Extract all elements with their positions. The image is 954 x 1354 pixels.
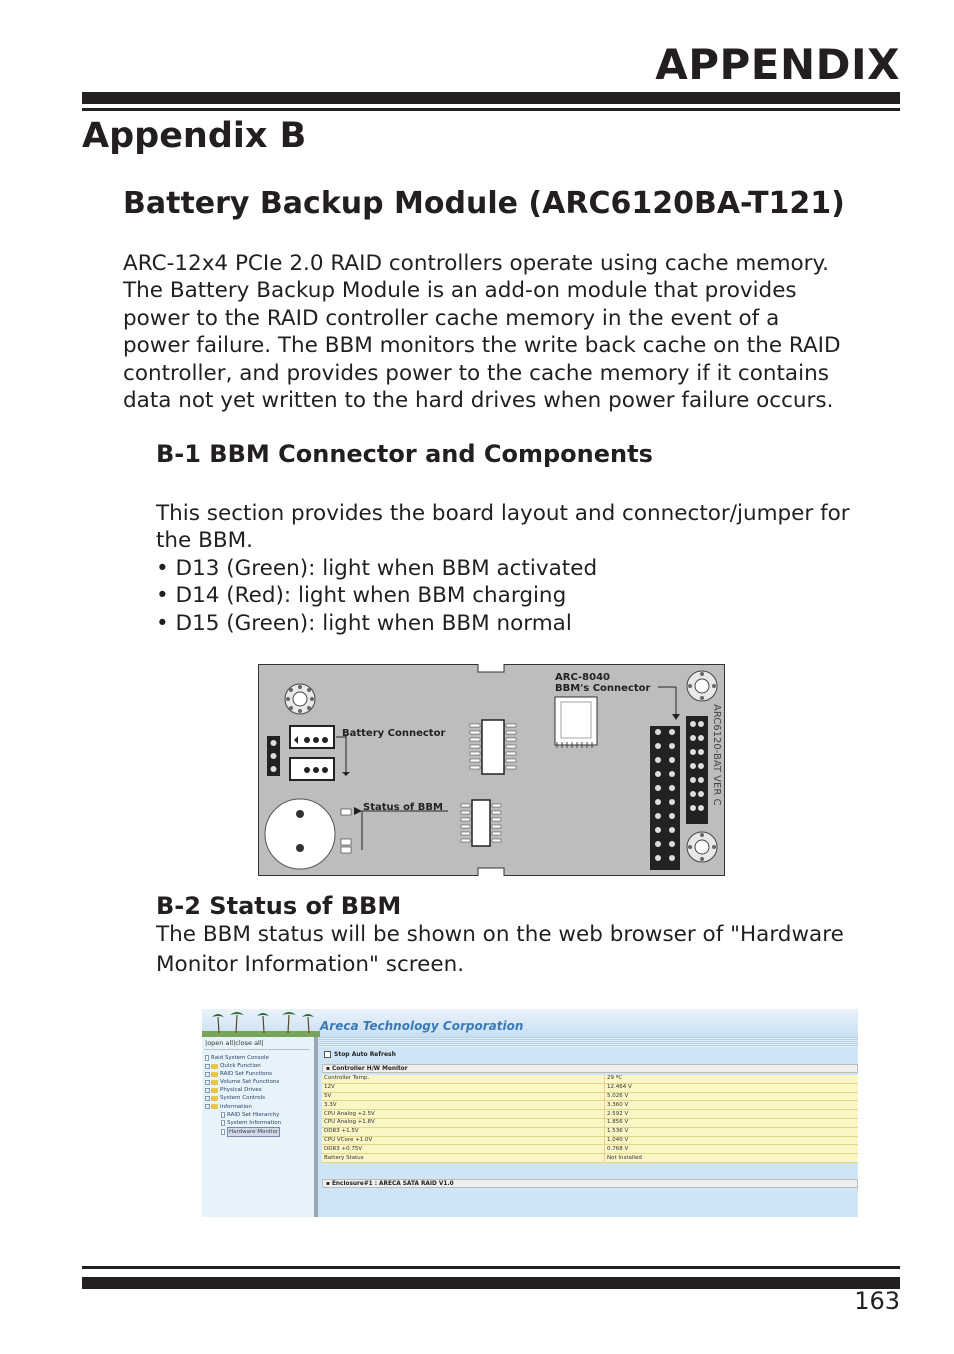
tree-subitem-raid-set-hierarchy[interactable]: RAID Set Hierarchy bbox=[205, 1111, 281, 1119]
row-label: 12V bbox=[322, 1083, 605, 1092]
row-label: 3.3V bbox=[322, 1101, 605, 1110]
b2-line: The BBM status will be shown on the web browser of "Hardware bbox=[156, 922, 844, 947]
b1-bullet: • D13 (Green): light when BBM activated bbox=[156, 555, 598, 581]
row-value: 29 ºC bbox=[605, 1075, 859, 1083]
row-value: 2.592 V bbox=[605, 1110, 859, 1119]
web-header-bar bbox=[202, 1009, 858, 1037]
row-value: 1.040 V bbox=[605, 1136, 859, 1145]
b2-heading: B-2 Status of BBM bbox=[156, 892, 402, 920]
section-title: Battery Backup Module (ARC6120BA-T121) bbox=[123, 186, 845, 221]
web-sidebar bbox=[202, 1037, 318, 1217]
status-of-bbm-label: Status of BBM bbox=[363, 802, 443, 813]
folder-open-icon bbox=[211, 1104, 218, 1109]
header-rule-thin bbox=[82, 108, 900, 111]
tree-subitem-hardware-monitor[interactable]: Hardware Monitor bbox=[205, 1127, 281, 1137]
table-row bbox=[322, 1118, 858, 1127]
expand-icon bbox=[205, 1064, 210, 1069]
header-rule-thick bbox=[82, 92, 900, 104]
table-row bbox=[322, 1101, 858, 1110]
bbm-board-diagram bbox=[258, 664, 725, 876]
collapse-icon bbox=[205, 1104, 210, 1109]
page-icon bbox=[221, 1120, 225, 1126]
open-close-all-links[interactable]: |open all|close all| bbox=[205, 1039, 264, 1047]
page-icon bbox=[221, 1129, 225, 1135]
table-row bbox=[322, 1145, 858, 1154]
table-row bbox=[322, 1092, 858, 1101]
tree-item-raid-set-functions[interactable]: RAID Set Functions bbox=[205, 1070, 281, 1078]
intro-line: power to the RAID controller cache memory in the event of a bbox=[123, 305, 780, 331]
intro-line: controller, and provides power to the cache memory if it contains bbox=[123, 360, 829, 386]
menu-tree bbox=[205, 1054, 281, 1137]
mounting-hole-icon bbox=[687, 671, 717, 701]
stripe-band bbox=[318, 1037, 858, 1047]
stop-auto-refresh-checkbox[interactable]: Stop Auto Refresh bbox=[324, 1051, 396, 1058]
tree-item-information[interactable]: Information bbox=[205, 1103, 281, 1111]
b2-body bbox=[156, 920, 916, 980]
b2-line: Monitor Information" screen. bbox=[156, 952, 465, 977]
b1-bullet: • D14 (Red): light when BBM charging bbox=[156, 583, 567, 609]
table-row bbox=[322, 1083, 858, 1092]
folder-icon bbox=[211, 1088, 218, 1093]
table-row bbox=[322, 1136, 858, 1145]
enclosure-header: ▪ Enclosure#1 : ARECA SATA RAID V1.0 bbox=[322, 1179, 858, 1188]
row-value: 0.768 V bbox=[605, 1145, 859, 1154]
table-row bbox=[322, 1110, 858, 1119]
expand-icon bbox=[205, 1088, 210, 1093]
row-value: 12.464 V bbox=[605, 1083, 859, 1092]
tree-root[interactable]: Raid System Console bbox=[205, 1054, 281, 1062]
expand-icon bbox=[205, 1072, 210, 1077]
expand-icon bbox=[205, 1080, 210, 1085]
row-value: 1.856 V bbox=[605, 1118, 859, 1127]
row-label: 5V bbox=[322, 1092, 605, 1101]
palm-trees-logo-icon bbox=[202, 1009, 320, 1037]
board-vertical-label: ARC6120-BAT VER C bbox=[711, 704, 722, 806]
row-value: 1.536 V bbox=[605, 1127, 859, 1136]
tree-item-quick-function[interactable]: Quick Function bbox=[205, 1062, 281, 1070]
hardware-monitor-screenshot bbox=[202, 1009, 858, 1217]
row-label: Controller Temp. bbox=[322, 1075, 605, 1083]
console-icon bbox=[205, 1055, 209, 1061]
web-main-panel bbox=[318, 1037, 858, 1217]
b1-line: the BBM. bbox=[156, 528, 254, 554]
mounting-hole-icon bbox=[285, 684, 315, 714]
table-row bbox=[322, 1127, 858, 1136]
folder-icon bbox=[211, 1072, 218, 1077]
controller-monitor-header: ▪ Controller H/W Monitor bbox=[322, 1064, 858, 1073]
page-number: 163 bbox=[854, 1287, 900, 1315]
folder-icon bbox=[211, 1096, 218, 1101]
row-label: CPU Analog +2.5V bbox=[322, 1110, 605, 1119]
row-label: DDR3 +0.75V bbox=[322, 1145, 605, 1154]
row-value: 3.360 V bbox=[605, 1101, 859, 1110]
row-label: CPU VCore +1.0V bbox=[322, 1136, 605, 1145]
mounting-hole-icon bbox=[687, 832, 717, 862]
appendix-heading: Appendix B bbox=[82, 116, 307, 156]
row-label: CPU Analog +1.8V bbox=[322, 1118, 605, 1127]
bbm-connector-label: BBM's Connector bbox=[555, 683, 651, 694]
footer-rule-thick-2 bbox=[82, 1277, 900, 1289]
folder-icon bbox=[211, 1064, 218, 1069]
expand-icon bbox=[205, 1096, 210, 1101]
row-label: Battery Status bbox=[322, 1154, 605, 1163]
tree-item-system-controls[interactable]: System Controls bbox=[205, 1094, 281, 1102]
intro-line: ARC-12x4 PCIe 2.0 RAID controllers operate using cache memory. bbox=[123, 251, 830, 276]
battery-connector-label: Battery Connector bbox=[342, 728, 446, 739]
intro-line: data not yet written to the hard drives when power failure occurs. bbox=[123, 388, 834, 414]
hw-monitor-table bbox=[322, 1075, 858, 1163]
row-value: 5.026 V bbox=[605, 1092, 859, 1101]
tree-item-physical-drives[interactable]: Physical Drives bbox=[205, 1086, 281, 1094]
sidebar-divider bbox=[204, 1049, 310, 1050]
table-row bbox=[322, 1075, 858, 1083]
brand-title: Areca Technology Corporation bbox=[320, 1019, 524, 1033]
b1-body bbox=[156, 500, 916, 637]
model-label: ARC-8040 bbox=[555, 672, 610, 683]
row-value: Not Installed bbox=[605, 1154, 859, 1163]
page-icon bbox=[221, 1112, 225, 1118]
b1-bullet: • D15 (Green): light when BBM normal bbox=[156, 610, 572, 636]
intro-paragraph bbox=[123, 250, 913, 414]
intro-line: The Battery Backup Module is an add-on module that provides bbox=[123, 278, 797, 304]
footer-rule-thick bbox=[82, 1266, 900, 1269]
checkbox-icon bbox=[324, 1051, 331, 1058]
b1-heading: B-1 BBM Connector and Components bbox=[156, 440, 653, 468]
intro-line: power failure. The BBM monitors the write back cache on the RAID bbox=[123, 333, 841, 359]
row-label: DDR3 +1.5V bbox=[322, 1127, 605, 1136]
tree-subitem-system-information[interactable]: System Information bbox=[205, 1119, 281, 1127]
page-header-title: APPENDIX bbox=[655, 40, 900, 89]
table-row bbox=[322, 1154, 858, 1163]
b1-line: This section provides the board layout and connector/jumper for bbox=[156, 501, 850, 526]
folder-icon bbox=[211, 1080, 218, 1085]
tree-item-volume-set-functions[interactable]: Volume Set Functions bbox=[205, 1078, 281, 1086]
